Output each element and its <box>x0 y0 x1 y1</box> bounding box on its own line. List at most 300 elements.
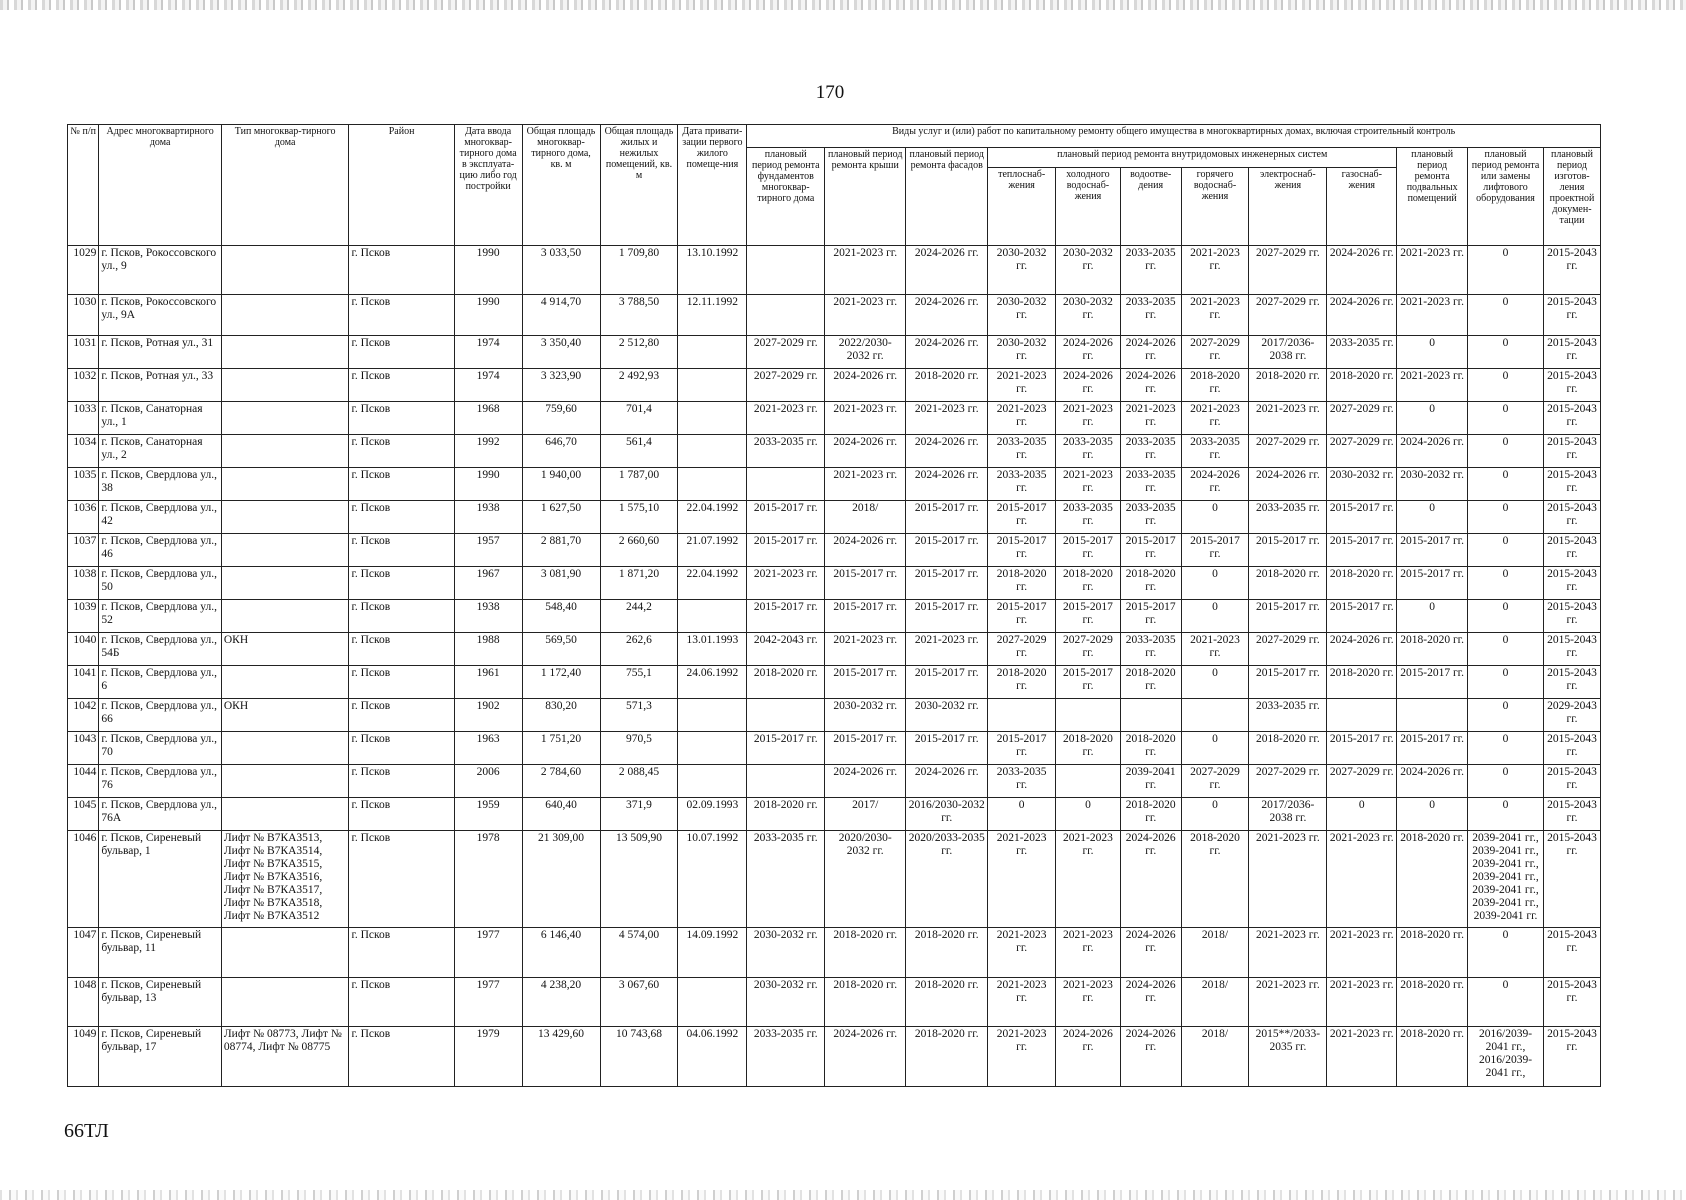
row-year: 1974 <box>454 336 522 369</box>
row-sewerage: 2018-2020 гг. <box>1120 732 1181 765</box>
row-electricity: 2021-2023 гг. <box>1249 978 1327 1027</box>
row-total-area: 759,60 <box>522 402 600 435</box>
table-row <box>68 633 1601 666</box>
row-living-area: 1 871,20 <box>600 567 678 600</box>
row-roof: 2021-2023 гг. <box>825 246 906 295</box>
row-heating: 2015-2017 гг. <box>988 600 1056 633</box>
row-facade: 2021-2023 гг. <box>906 633 988 666</box>
row-basement: 2015-2017 гг. <box>1397 666 1468 699</box>
row-address: г. Псков, Санаторная ул., 2 <box>99 435 222 468</box>
row-district: г. Псков <box>349 978 454 1027</box>
row-living-area: 244,2 <box>600 600 678 633</box>
row-num: 1034 <box>68 435 99 468</box>
row-hot-water: 2018-2020 гг. <box>1181 369 1249 402</box>
row-house-type <box>221 732 349 765</box>
row-living-area: 3 067,60 <box>600 978 678 1027</box>
row-gas: 2018-2020 гг. <box>1327 666 1397 699</box>
row-electricity: 2033-2035 гг. <box>1249 501 1327 534</box>
row-foundation: 2015-2017 гг. <box>747 600 825 633</box>
table-row <box>68 567 1601 600</box>
row-hot-water: 2021-2023 гг. <box>1181 402 1249 435</box>
row-sewerage: 2018-2020 гг. <box>1120 798 1181 831</box>
row-house-type <box>221 765 349 798</box>
row-living-area: 701,4 <box>600 402 678 435</box>
table-row <box>68 246 1601 295</box>
row-privatization-date <box>678 732 747 765</box>
header-foundation: плановый период ремонта фундаментов многоквар-тирного дома <box>747 148 825 246</box>
row-heating <box>988 699 1056 732</box>
row-design-docs: 2015-2043 гг. <box>1543 295 1600 336</box>
row-roof: 2024-2026 гг. <box>825 369 906 402</box>
row-elevator: 0 <box>1468 600 1544 633</box>
row-year: 2006 <box>454 765 522 798</box>
row-privatization-date: 13.10.1992 <box>678 246 747 295</box>
header-house-type: Тип многоквар-тирного дома <box>221 125 349 246</box>
table-row <box>68 336 1601 369</box>
row-basement: 2018-2020 гг. <box>1397 633 1468 666</box>
scan-edge-bottom <box>0 1190 1686 1200</box>
row-cold-water: 2030-2032 гг. <box>1056 246 1121 295</box>
row-cold-water: 2021-2023 гг. <box>1056 928 1121 978</box>
row-sewerage: 2033-2035 гг. <box>1120 435 1181 468</box>
row-cold-water: 2021-2023 гг. <box>1056 831 1121 928</box>
row-num: 1029 <box>68 246 99 295</box>
row-year: 1938 <box>454 600 522 633</box>
row-heating: 2021-2023 гг. <box>988 402 1056 435</box>
table-row <box>68 435 1601 468</box>
row-roof: 2015-2017 гг. <box>825 666 906 699</box>
row-roof: 2021-2023 гг. <box>825 468 906 501</box>
row-heating: 2021-2023 гг. <box>988 1027 1056 1087</box>
row-electricity: 2027-2029 гг. <box>1249 633 1327 666</box>
row-foundation: 2018-2020 гг. <box>747 666 825 699</box>
row-total-area: 1 751,20 <box>522 732 600 765</box>
row-hot-water: 2021-2023 гг. <box>1181 246 1249 295</box>
row-basement: 2018-2020 гг. <box>1397 928 1468 978</box>
row-address: г. Псков, Свердлова ул., 38 <box>99 468 222 501</box>
row-roof: 2024-2026 гг. <box>825 534 906 567</box>
row-elevator: 0 <box>1468 765 1544 798</box>
row-house-type <box>221 798 349 831</box>
row-num: 1040 <box>68 633 99 666</box>
table-body <box>68 246 1601 1087</box>
row-living-area: 2 512,80 <box>600 336 678 369</box>
row-gas <box>1327 699 1397 732</box>
row-roof: 2015-2017 гг. <box>825 600 906 633</box>
row-facade: 2018-2020 гг. <box>906 928 988 978</box>
table-row <box>68 402 1601 435</box>
row-elevator: 0 <box>1468 295 1544 336</box>
row-elevator: 0 <box>1468 435 1544 468</box>
row-total-area: 1 627,50 <box>522 501 600 534</box>
table-row <box>68 468 1601 501</box>
row-heating: 2030-2032 гг. <box>988 295 1056 336</box>
row-district: г. Псков <box>349 295 454 336</box>
row-hot-water: 2021-2023 гг. <box>1181 633 1249 666</box>
row-basement: 0 <box>1397 501 1468 534</box>
row-basement: 2018-2020 гг. <box>1397 831 1468 928</box>
row-gas: 2027-2029 гг. <box>1327 402 1397 435</box>
row-design-docs: 2015-2043 гг. <box>1543 435 1600 468</box>
row-house-type <box>221 435 349 468</box>
row-electricity: 2021-2023 гг. <box>1249 831 1327 928</box>
row-total-area: 646,70 <box>522 435 600 468</box>
row-roof: 2021-2023 гг. <box>825 402 906 435</box>
row-cold-water: 2021-2023 гг. <box>1056 978 1121 1027</box>
header-hot-water: горячего водоснаб-жения <box>1181 168 1249 246</box>
row-living-area: 371,9 <box>600 798 678 831</box>
row-living-area: 13 509,90 <box>600 831 678 928</box>
row-house-type <box>221 336 349 369</box>
row-design-docs: 2015-2043 гг. <box>1543 978 1600 1027</box>
row-roof: 2021-2023 гг. <box>825 295 906 336</box>
row-facade: 2015-2017 гг. <box>906 666 988 699</box>
table-row <box>68 978 1601 1027</box>
row-sewerage: 2024-2026 гг. <box>1120 336 1181 369</box>
row-district: г. Псков <box>349 699 454 732</box>
row-house-type <box>221 295 349 336</box>
row-elevator: 0 <box>1468 402 1544 435</box>
table-row <box>68 534 1601 567</box>
row-design-docs: 2015-2043 гг. <box>1543 600 1600 633</box>
row-facade: 2016/2030-2032 гг. <box>906 798 988 831</box>
row-heating: 2021-2023 гг. <box>988 369 1056 402</box>
row-hot-water: 2018/ <box>1181 1027 1249 1087</box>
row-heating: 2033-2035 гг. <box>988 435 1056 468</box>
row-gas: 2015-2017 гг. <box>1327 732 1397 765</box>
row-gas: 2015-2017 гг. <box>1327 501 1397 534</box>
row-elevator: 2039-2041 гг., 2039-2041 гг., 2039-2041 гг., 2039-2041 гг., 2039-2041 гг., 2039-2041 гг., 2039-2041 гг. <box>1468 831 1544 928</box>
row-electricity: 2017/2036-2038 гг. <box>1249 798 1327 831</box>
row-electricity: 2027-2029 гг. <box>1249 246 1327 295</box>
row-total-area: 830,20 <box>522 699 600 732</box>
row-year: 1988 <box>454 633 522 666</box>
row-facade: 2024-2026 гг. <box>906 246 988 295</box>
row-num: 1038 <box>68 567 99 600</box>
row-year: 1992 <box>454 435 522 468</box>
table-row <box>68 501 1601 534</box>
row-cold-water: 2021-2023 гг. <box>1056 468 1121 501</box>
row-total-area: 21 309,00 <box>522 831 600 928</box>
row-total-area: 3 081,90 <box>522 567 600 600</box>
row-basement: 2024-2026 гг. <box>1397 765 1468 798</box>
row-district: г. Псков <box>349 567 454 600</box>
row-basement: 0 <box>1397 336 1468 369</box>
row-heating: 2021-2023 гг. <box>988 978 1056 1027</box>
row-district: г. Псков <box>349 501 454 534</box>
row-total-area: 4 914,70 <box>522 295 600 336</box>
row-address: г. Псков, Свердлова ул., 54Б <box>99 633 222 666</box>
row-address: г. Псков, Сиреневый бульвар, 1 <box>99 831 222 928</box>
row-address: г. Псков, Свердлова ул., 70 <box>99 732 222 765</box>
row-foundation: 2021-2023 гг. <box>747 567 825 600</box>
row-living-area: 10 743,68 <box>600 1027 678 1087</box>
header-gas: газоснаб-жения <box>1327 168 1397 246</box>
row-year: 1961 <box>454 666 522 699</box>
row-house-type: ОКН <box>221 633 349 666</box>
row-facade: 2021-2023 гг. <box>906 402 988 435</box>
row-district: г. Псков <box>349 765 454 798</box>
row-year: 1967 <box>454 567 522 600</box>
row-address: г. Псков, Свердлова ул., 76 <box>99 765 222 798</box>
footer-mark: 66ТЛ <box>64 1120 109 1142</box>
scan-edge-top <box>0 0 1686 10</box>
row-year: 1968 <box>454 402 522 435</box>
row-hot-water: 0 <box>1181 600 1249 633</box>
row-elevator: 0 <box>1468 567 1544 600</box>
row-roof: 2022/2030-2032 гг. <box>825 336 906 369</box>
header-elevator: плановый период ремонта или замены лифтового оборудования <box>1468 148 1544 246</box>
row-design-docs: 2015-2043 гг. <box>1543 501 1600 534</box>
row-district: г. Псков <box>349 633 454 666</box>
header-heating: теплоснаб-жения <box>988 168 1056 246</box>
row-sewerage: 2015-2017 гг. <box>1120 600 1181 633</box>
row-address: г. Псков, Сиреневый бульвар, 17 <box>99 1027 222 1087</box>
row-house-type <box>221 501 349 534</box>
row-num: 1037 <box>68 534 99 567</box>
row-living-area: 970,5 <box>600 732 678 765</box>
row-elevator: 0 <box>1468 501 1544 534</box>
row-gas: 2024-2026 гг. <box>1327 633 1397 666</box>
row-facade: 2024-2026 гг. <box>906 336 988 369</box>
row-heating: 2030-2032 гг. <box>988 336 1056 369</box>
row-hot-water: 0 <box>1181 501 1249 534</box>
row-sewerage: 2039-2041 гг. <box>1120 765 1181 798</box>
row-elevator: 0 <box>1468 978 1544 1027</box>
row-cold-water: 2027-2029 гг. <box>1056 633 1121 666</box>
row-facade: 2024-2026 гг. <box>906 468 988 501</box>
row-basement <box>1397 699 1468 732</box>
header-cold-water: холодного водоснаб-жения <box>1056 168 1121 246</box>
row-electricity: 2027-2029 гг. <box>1249 295 1327 336</box>
row-privatization-date: 13.01.1993 <box>678 633 747 666</box>
row-design-docs: 2015-2043 гг. <box>1543 798 1600 831</box>
row-hot-water: 0 <box>1181 798 1249 831</box>
row-living-area: 3 788,50 <box>600 295 678 336</box>
row-electricity: 2027-2029 гг. <box>1249 435 1327 468</box>
row-district: г. Псков <box>349 928 454 978</box>
row-total-area: 6 146,40 <box>522 928 600 978</box>
row-cold-water: 2018-2020 гг. <box>1056 732 1121 765</box>
row-total-area: 1 172,40 <box>522 666 600 699</box>
row-cold-water: 2015-2017 гг. <box>1056 534 1121 567</box>
row-house-type <box>221 534 349 567</box>
row-heating: 2018-2020 гг. <box>988 567 1056 600</box>
row-basement: 0 <box>1397 798 1468 831</box>
row-heating: 2027-2029 гг. <box>988 633 1056 666</box>
row-basement: 2030-2032 гг. <box>1397 468 1468 501</box>
row-total-area: 2 784,60 <box>522 765 600 798</box>
row-roof: 2015-2017 гг. <box>825 732 906 765</box>
row-foundation: 2015-2017 гг. <box>747 732 825 765</box>
row-sewerage: 2024-2026 гг. <box>1120 369 1181 402</box>
row-roof: 2018-2020 гг. <box>825 928 906 978</box>
row-house-type <box>221 369 349 402</box>
row-house-type <box>221 928 349 978</box>
row-district: г. Псков <box>349 336 454 369</box>
row-year: 1990 <box>454 246 522 295</box>
row-total-area: 3 323,90 <box>522 369 600 402</box>
row-design-docs: 2015-2043 гг. <box>1543 336 1600 369</box>
row-hot-water: 2021-2023 гг. <box>1181 295 1249 336</box>
row-cold-water: 2021-2023 гг. <box>1056 402 1121 435</box>
row-privatization-date: 10.07.1992 <box>678 831 747 928</box>
row-address: г. Псков, Свердлова ул., 42 <box>99 501 222 534</box>
row-gas: 2021-2023 гг. <box>1327 831 1397 928</box>
row-total-area: 4 238,20 <box>522 978 600 1027</box>
row-district: г. Псков <box>349 534 454 567</box>
row-elevator: 0 <box>1468 633 1544 666</box>
row-num: 1030 <box>68 295 99 336</box>
row-privatization-date: 14.09.1992 <box>678 928 747 978</box>
row-elevator: 0 <box>1468 246 1544 295</box>
row-living-area: 571,3 <box>600 699 678 732</box>
row-year: 1978 <box>454 831 522 928</box>
row-foundation: 2033-2035 гг. <box>747 831 825 928</box>
row-year: 1974 <box>454 369 522 402</box>
row-address: г. Псков, Рокоссовского ул., 9 <box>99 246 222 295</box>
row-foundation: 2021-2023 гг. <box>747 402 825 435</box>
row-address: г. Псков, Свердлова ул., 66 <box>99 699 222 732</box>
row-hot-water: 2027-2029 гг. <box>1181 765 1249 798</box>
row-living-area: 262,6 <box>600 633 678 666</box>
row-design-docs: 2015-2043 гг. <box>1543 666 1600 699</box>
row-sewerage: 2033-2035 гг. <box>1120 633 1181 666</box>
row-gas: 2015-2017 гг. <box>1327 534 1397 567</box>
row-gas: 2033-2035 гг. <box>1327 336 1397 369</box>
row-privatization-date: 22.04.1992 <box>678 567 747 600</box>
row-elevator: 0 <box>1468 369 1544 402</box>
row-elevator: 0 <box>1468 732 1544 765</box>
row-sewerage: 2033-2035 гг. <box>1120 468 1181 501</box>
row-cold-water: 2015-2017 гг. <box>1056 600 1121 633</box>
row-electricity: 2021-2023 гг. <box>1249 928 1327 978</box>
row-gas: 2030-2032 гг. <box>1327 468 1397 501</box>
row-foundation <box>747 699 825 732</box>
row-facade: 2020/2033-2035 гг. <box>906 831 988 928</box>
row-facade: 2015-2017 гг. <box>906 567 988 600</box>
row-total-area: 2 881,70 <box>522 534 600 567</box>
row-num: 1044 <box>68 765 99 798</box>
row-roof: 2021-2023 гг. <box>825 633 906 666</box>
row-year: 1990 <box>454 295 522 336</box>
row-address: г. Псков, Сиреневый бульвар, 11 <box>99 928 222 978</box>
row-address: г. Псков, Ротная ул., 31 <box>99 336 222 369</box>
row-privatization-date <box>678 699 747 732</box>
row-num: 1043 <box>68 732 99 765</box>
row-foundation: 2033-2035 гг. <box>747 1027 825 1087</box>
row-roof: 2020/2030-2032 гг. <box>825 831 906 928</box>
row-facade: 2024-2026 гг. <box>906 765 988 798</box>
row-design-docs: 2015-2043 гг. <box>1543 928 1600 978</box>
row-num: 1041 <box>68 666 99 699</box>
row-sewerage: 2018-2020 гг. <box>1120 567 1181 600</box>
table-row <box>68 699 1601 732</box>
row-foundation <box>747 765 825 798</box>
row-year: 1963 <box>454 732 522 765</box>
row-design-docs: 2015-2043 гг. <box>1543 1027 1600 1087</box>
row-basement: 2021-2023 гг. <box>1397 369 1468 402</box>
row-privatization-date: 02.09.1993 <box>678 798 747 831</box>
row-foundation: 2027-2029 гг. <box>747 336 825 369</box>
row-hot-water: 0 <box>1181 666 1249 699</box>
row-address: г. Псков, Рокоссовского ул., 9А <box>99 295 222 336</box>
row-basement: 2018-2020 гг. <box>1397 978 1468 1027</box>
row-design-docs: 2015-2043 гг. <box>1543 369 1600 402</box>
row-house-type <box>221 600 349 633</box>
row-sewerage: 2033-2035 гг. <box>1120 501 1181 534</box>
table-row <box>68 369 1601 402</box>
row-basement: 0 <box>1397 402 1468 435</box>
row-hot-water: 2027-2029 гг. <box>1181 336 1249 369</box>
row-house-type: Лифт № В7КА3513, Лифт № В7КА3514, Лифт № В7КА3515, Лифт № В7КА3516, Лифт № В7КА3517, Лифт № В7КА3518, Лифт № В7КА3512 <box>221 831 349 928</box>
row-elevator: 2016/2039-2041 гг., 2016/2039-2041 гг., <box>1468 1027 1544 1087</box>
row-cold-water: 2030-2032 гг. <box>1056 295 1121 336</box>
table-row <box>68 831 1601 928</box>
table-row <box>68 732 1601 765</box>
row-house-type <box>221 402 349 435</box>
header-roof: плановый период ремонта крыши <box>825 148 906 246</box>
row-heating: 2033-2035 гг. <box>988 765 1056 798</box>
row-sewerage: 2033-2035 гг. <box>1120 295 1181 336</box>
row-hot-water: 2018-2020 гг. <box>1181 831 1249 928</box>
row-address: г. Псков, Свердлова ул., 46 <box>99 534 222 567</box>
row-district: г. Псков <box>349 1027 454 1087</box>
row-elevator: 0 <box>1468 468 1544 501</box>
row-living-area: 1 575,10 <box>600 501 678 534</box>
header-design-docs: плановый период изготов-ления проектной докумен-тации <box>1543 148 1600 246</box>
row-address: г. Псков, Сиреневый бульвар, 13 <box>99 978 222 1027</box>
row-heating: 2030-2032 гг. <box>988 246 1056 295</box>
row-district: г. Псков <box>349 600 454 633</box>
row-design-docs: 2015-2043 гг. <box>1543 402 1600 435</box>
row-cold-water: 2018-2020 гг. <box>1056 567 1121 600</box>
row-living-area: 755,1 <box>600 666 678 699</box>
row-year: 1902 <box>454 699 522 732</box>
row-total-area: 3 350,40 <box>522 336 600 369</box>
row-privatization-date <box>678 600 747 633</box>
row-elevator: 0 <box>1468 798 1544 831</box>
page-number: 170 <box>815 82 845 103</box>
table-row <box>68 765 1601 798</box>
row-year: 1979 <box>454 1027 522 1087</box>
row-gas: 2021-2023 гг. <box>1327 928 1397 978</box>
row-privatization-date <box>678 435 747 468</box>
row-num: 1042 <box>68 699 99 732</box>
row-living-area: 2 492,93 <box>600 369 678 402</box>
row-basement: 2015-2017 гг. <box>1397 534 1468 567</box>
row-heating: 2015-2017 гг. <box>988 732 1056 765</box>
row-district: г. Псков <box>349 798 454 831</box>
header-works-group: Виды услуг и (или) работ по капитальному ремонту общего имущества в многоквартирных домах, включая строительный контроль <box>747 125 1601 148</box>
row-foundation: 2018-2020 гг. <box>747 798 825 831</box>
row-roof: 2018-2020 гг. <box>825 978 906 1027</box>
row-facade: 2015-2017 гг. <box>906 534 988 567</box>
row-sewerage: 2021-2023 гг. <box>1120 402 1181 435</box>
row-sewerage: 2024-2026 гг. <box>1120 1027 1181 1087</box>
row-cold-water: 0 <box>1056 798 1121 831</box>
row-house-type <box>221 978 349 1027</box>
row-gas: 2021-2023 гг. <box>1327 1027 1397 1087</box>
row-facade: 2015-2017 гг. <box>906 732 988 765</box>
row-heating: 2033-2035 гг. <box>988 468 1056 501</box>
row-electricity: 2015**/2033-2035 гг. <box>1249 1027 1327 1087</box>
row-address: г. Псков, Свердлова ул., 52 <box>99 600 222 633</box>
row-year: 1977 <box>454 928 522 978</box>
row-cold-water: 2024-2026 гг. <box>1056 1027 1121 1087</box>
row-roof: 2018/ <box>825 501 906 534</box>
row-design-docs: 2015-2043 гг. <box>1543 468 1600 501</box>
